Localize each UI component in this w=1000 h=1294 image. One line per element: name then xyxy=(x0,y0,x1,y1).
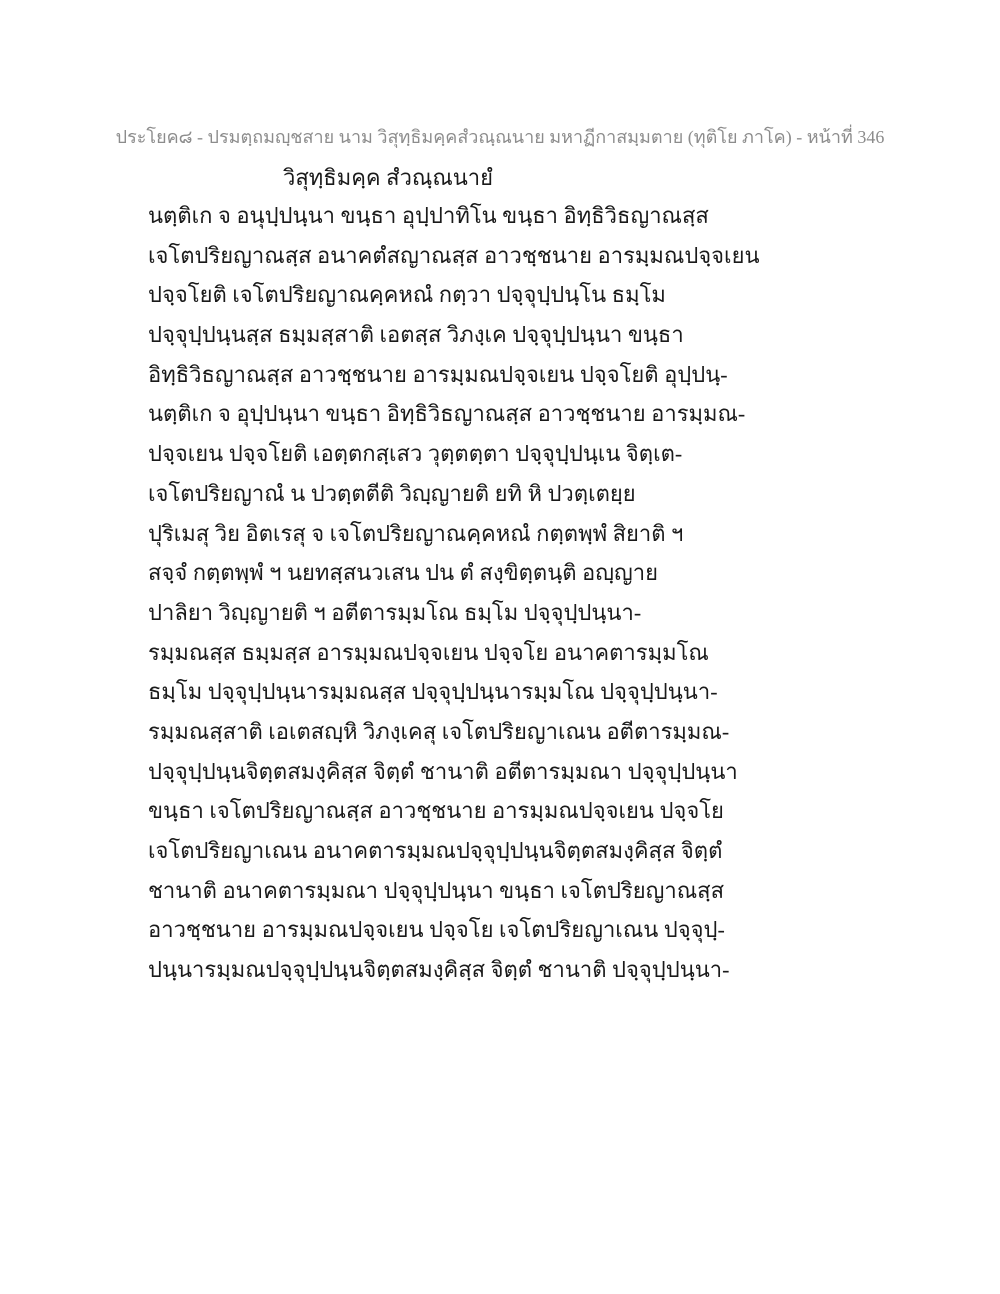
text-line: ขนฺธา เจโตปริยญาณสฺส อาวชฺชนาย อารมฺมณปจฺจเยน ปจฺจโย xyxy=(148,798,724,824)
text-line: ธมฺโม ปจฺจุปฺปนฺนารมฺมณสฺส ปจฺจุปฺปนฺนารมฺมโณ ปจฺจุปฺปนฺนา- xyxy=(148,679,718,705)
section-title: วิสุทฺธิมคฺค สํวณฺณนายํ xyxy=(283,165,494,190)
text-line: ปาลิยา วิญฺญายติ ฯ อตีตารมฺมโณ ธมฺโม ปจฺจุปฺปนฺนา- xyxy=(148,599,642,625)
text-line: เจโตปริยญาเณน อนาคตารมฺมณปจฺจุปฺปนฺนจิตฺตสมงฺคิสฺส จิตฺตํ xyxy=(148,838,723,863)
text-line: ปจฺจุปฺปนฺนจิตฺตสมงฺคิสฺส จิตฺตํ ชานาติ อตีตารมฺมณา ปจฺจุปฺปนฺนา xyxy=(148,758,738,784)
text-line: เจโตปริยญาณํ น ปวตฺตตีติ วิญฺญายติ ยทิ หิ ปวตฺเตยฺย xyxy=(148,480,636,506)
text-line: ปจฺจุปฺปนฺนสฺส ธมฺมสฺสาติ เอตสฺส วิภงฺเค ปจฺจุปฺปนฺนา ขนฺธา xyxy=(148,322,684,348)
body-text xyxy=(148,196,868,990)
page-running-header: ประโยค๘ - ปรมตฺถมญฺชสาย นาม วิสุทฺธิมคฺคสํวณฺณนาย มหาฏีกาสมฺมตาย (ทุติโย ภาโค) - หน้าที่ 346 xyxy=(115,127,885,147)
text-line: รมฺมณสฺสาติ เอเตสญฺหิ วิภงฺเคสุ เจโตปริยญาเณน อตีตารมฺมณ- xyxy=(148,718,730,744)
text-line: ปจฺจโยติ เจโตปริยญาณคฺคหณํ กตฺวา ปจฺจุปฺปนฺโน ธมฺโม xyxy=(148,282,666,308)
text-line: นตฺติเก จ อุปฺปนฺนา ขนฺธา อิทฺธิวิธญาณสฺส อาวชฺชนาย อารมฺมณ- xyxy=(148,401,746,427)
text-line: นตฺติเก จ อนุปฺปนฺนา ขนฺธา อุปฺปาทิโน ขนฺธา อิทฺธิวิธญาณสฺส xyxy=(148,203,709,228)
text-line: รมฺมณสฺส ธมฺมสฺส อารมฺมณปจฺจเยน ปจฺจโย อนาคตารมฺมโณ xyxy=(148,639,709,665)
text-line: ปจฺจเยน ปจฺจโยติ เอตฺตกสฺเสว วุตฺตตฺตา ปจฺจุปฺปนฺเน จิตฺเต- xyxy=(148,441,683,467)
text-line: อิทฺธิวิธญาณสฺส อาวชฺชนาย อารมฺมณปจฺจเยน ปจฺจโยติ อุปฺปนฺ- xyxy=(148,361,728,387)
text-line: เจโตปริยญาณสฺส อนาคตํสญาณสฺส อาวชฺชนาย อารมฺมณปจฺจเยน xyxy=(148,242,760,268)
text-line: ชานาติ อนาคตารมฺมณา ปจฺจุปฺปนฺนา ขนฺธา เจโตปริยญาณสฺส xyxy=(148,877,725,903)
text-line: สจฺจํ กตฺตพฺพํ ฯ นยทสฺสนวเสน ปน ตํ สงฺขิตฺตนฺติ อญฺญาย xyxy=(148,560,658,586)
text-line: ปนฺนารมฺมณปจฺจุปฺปนฺนจิตฺตสมงฺคิสฺส จิตฺตํ ชานาติ ปจฺจุปฺปนฺนา- xyxy=(148,957,730,983)
text-line: อาวชฺชนาย อารมฺมณปจฺจเยน ปจฺจโย เจโตปริยญาเณน ปจฺจุปฺ- xyxy=(148,917,725,943)
text-line: ปุริเมสุ วิย อิตเรสุ จ เจโตปริยญาณคฺคหณํ กตฺตพฺพํ สิยาติ ฯ xyxy=(148,520,684,546)
